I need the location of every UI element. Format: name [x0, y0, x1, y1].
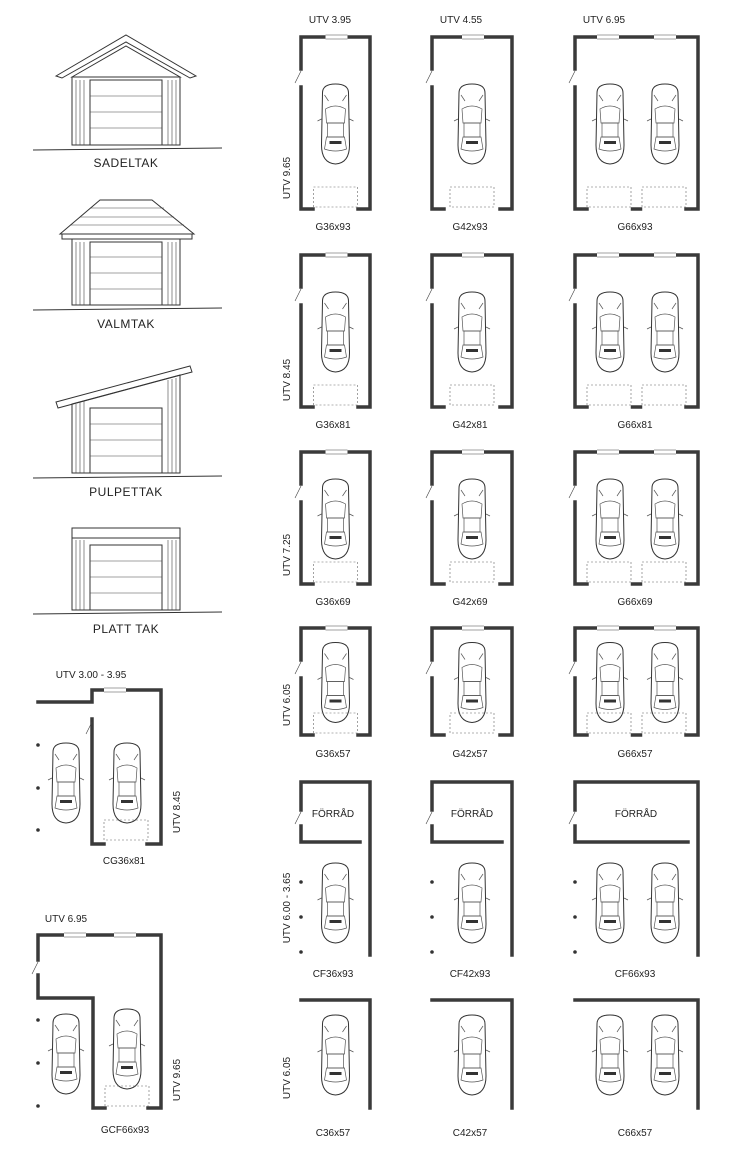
car-icon — [647, 292, 683, 372]
model-label: G36x81 — [315, 420, 351, 431]
model-label: CF42x93 — [449, 969, 491, 980]
roof-label-pulpettak: PULPETTAK — [89, 485, 163, 499]
row-depth-3: UTV 7.25 — [282, 533, 293, 577]
model-label: CF66x93 — [614, 969, 656, 980]
elevation-sadeltak — [33, 35, 222, 150]
plan-cell — [569, 253, 698, 407]
model-label: G66x57 — [617, 749, 653, 760]
plan-cell — [426, 782, 512, 955]
plan-cell — [295, 253, 370, 407]
car-icon — [318, 479, 354, 559]
car-icon — [592, 84, 628, 164]
column-width-2: UTV 4.55 — [439, 15, 483, 26]
car-icon — [318, 1015, 354, 1095]
car-icon — [647, 863, 683, 943]
combo-plan-cg36x81 — [36, 688, 161, 844]
column-width-3: UTV 6.95 — [582, 15, 626, 26]
car-icon — [592, 863, 628, 943]
car-icon — [647, 84, 683, 164]
elevation-platt-tak — [33, 528, 222, 614]
car-icon — [647, 479, 683, 559]
storage-label: FÖRRÅD — [311, 809, 355, 820]
roof-label-sadeltak: SADELTAK — [93, 156, 159, 170]
model-label: C42x57 — [452, 1128, 488, 1139]
model-label: G42x81 — [452, 420, 488, 431]
plan-cell — [569, 35, 698, 209]
combo2-depth: UTV 9.65 — [172, 1058, 183, 1102]
model-label: G36x69 — [315, 597, 351, 608]
model-label: CF36x93 — [312, 969, 354, 980]
car-icon — [592, 292, 628, 372]
plan-cell — [569, 626, 698, 735]
car-icon — [454, 84, 490, 164]
car-icon — [592, 1015, 628, 1095]
row-depth-6: UTV 6.05 — [282, 1056, 293, 1100]
plan-cell — [569, 782, 698, 955]
plan-cell — [426, 626, 512, 735]
storage-label: FÖRRÅD — [450, 809, 494, 820]
model-label: G42x93 — [452, 222, 488, 233]
car-icon — [454, 1015, 490, 1095]
storage-label: FÖRRÅD — [614, 809, 658, 820]
model-label: G42x69 — [452, 597, 488, 608]
model-label: G42x57 — [452, 749, 488, 760]
plan-cell — [426, 253, 512, 407]
car-icon — [318, 292, 354, 372]
elevation-valmtak — [33, 200, 222, 310]
model-label: G36x57 — [315, 749, 351, 760]
combo1-depth: UTV 8.45 — [172, 790, 183, 834]
plan-cell — [295, 35, 370, 209]
row-depth-1: UTV 9.65 — [282, 156, 293, 200]
car-icon — [647, 643, 683, 723]
car-icon — [592, 479, 628, 559]
row-depth-2: UTV 8.45 — [282, 358, 293, 402]
elevation-pulpettak — [33, 366, 222, 478]
model-label: G66x69 — [617, 597, 653, 608]
roof-label-platt-tak: PLATT TAK — [92, 622, 160, 636]
model-label: C36x57 — [315, 1128, 351, 1139]
combo1-model: CG36x81 — [102, 856, 146, 867]
combo2-width: UTV 6.95 — [44, 914, 88, 925]
plan-grid — [295, 35, 698, 1108]
car-icon — [318, 84, 354, 164]
car-icon — [318, 643, 354, 723]
car-icon — [454, 863, 490, 943]
row-depth-5: UTV 6.00 - 3.65 — [282, 872, 293, 944]
combo2-model: GCF66x93 — [100, 1125, 150, 1136]
plan-cell — [575, 1000, 698, 1108]
combo1-width: UTV 3.00 - 3.95 — [55, 670, 127, 681]
plan-cell — [426, 450, 512, 584]
model-label: G66x81 — [617, 420, 653, 431]
plan-cell — [426, 35, 512, 209]
combo-plan-gcf66x93 — [32, 933, 161, 1108]
plan-cell — [432, 1000, 512, 1108]
car-icon — [592, 643, 628, 723]
car-icon — [454, 643, 490, 723]
car-icon — [318, 863, 354, 943]
roof-label-valmtak: VALMTAK — [97, 317, 155, 331]
car-icon — [454, 292, 490, 372]
plan-cell — [569, 450, 698, 584]
car-icon — [647, 1015, 683, 1095]
model-label: C66x57 — [617, 1128, 653, 1139]
column-width-1: UTV 3.95 — [308, 15, 352, 26]
model-label: G66x93 — [617, 222, 653, 233]
plan-cell — [295, 626, 370, 735]
plan-cell — [301, 1000, 370, 1108]
plan-cell — [295, 782, 370, 955]
car-icon — [454, 479, 490, 559]
model-label: G36x93 — [315, 222, 351, 233]
plan-cell — [295, 450, 370, 584]
row-depth-4: UTV 6.05 — [282, 683, 293, 727]
